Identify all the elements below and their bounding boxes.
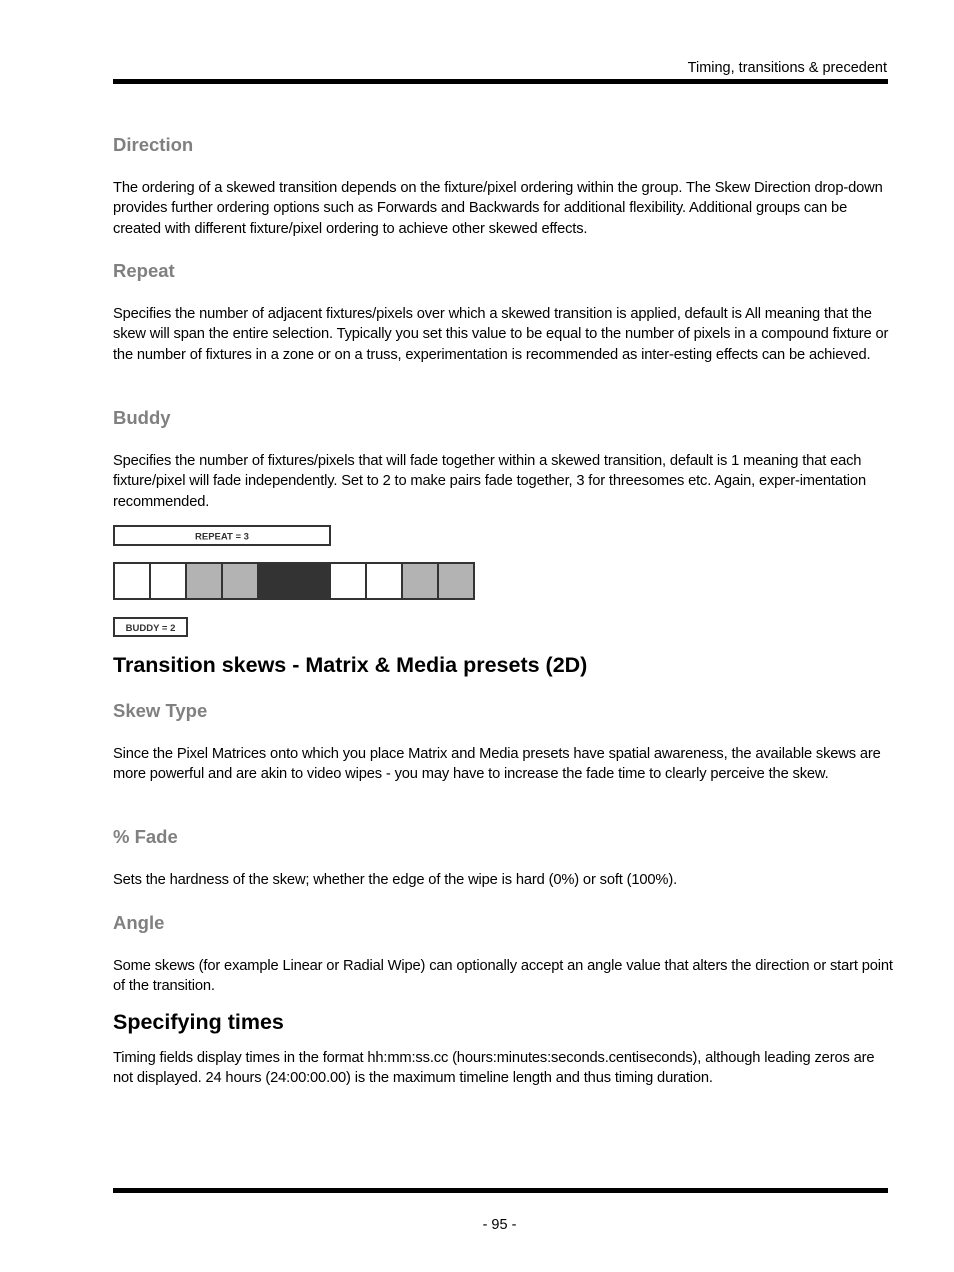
repeat-label: REPEAT = 3 — [195, 531, 249, 543]
fixture-cell — [114, 563, 150, 599]
fade-body: Sets the hardness of the skew; whether the edge of the wipe is hard (0%) or soft (100%). — [113, 872, 678, 888]
repeat-buddy-diagram — [113, 525, 478, 640]
fixture-cell — [330, 563, 366, 599]
fade-heading: % Fade — [113, 826, 178, 847]
fixture-cell — [402, 563, 438, 599]
direction-body: The ordering of a skewed transition depends on the fixture/pixel ordering within the group. The Skew Direction drop-down provides further ordering options such as Forwards and Backwards for additional flexibility. Additional groups can be created with different fixture/pixel ordering to achieve other skewed effects. — [113, 180, 883, 237]
skew-type-body: Since the Pixel Matrices onto which you place Matrix and Media presets have spatial awareness, the available skews are more powerful and are akin to video wipes - you may have to increase the fade time to clearly perceive the skew. — [113, 746, 881, 783]
footer-rule — [113, 1188, 888, 1193]
fixture-cell — [150, 563, 186, 599]
specifying-times-heading: Specifying times — [113, 1010, 284, 1034]
direction-heading: Direction — [113, 134, 194, 155]
fixture-cell — [294, 563, 330, 599]
fixture-cells — [114, 563, 474, 599]
repeat-heading: Repeat — [113, 260, 175, 281]
fixture-cell — [366, 563, 402, 599]
specifying-times-body: Timing fields display times in the format hh:mm:ss.cc (hours:minutes:seconds.centiseconds), although leading zeros are not displayed. 24 hours (24:00:00.00) is the maximum timeline length and thus timing duration. — [113, 1050, 875, 1087]
header-rule — [113, 79, 888, 84]
fixture-cell — [438, 563, 474, 599]
running-header: Timing, transitions & precedent — [687, 60, 887, 76]
repeat-body: Specifies the number of adjacent fixtures/pixels over which a skewed transition is applied, default is All meaning that the skew will span the entire selection. Typically you set this value to be equal to the number of pixels in a compound fixture or the number of fixtures in a zone or on a truss, experimentation is recommended as inter-esting effects can be achieved. — [113, 306, 889, 363]
page-number: - 95 - — [482, 1217, 517, 1233]
fixture-cell — [186, 563, 222, 599]
angle-body: Some skews (for example Linear or Radial Wipe) can optionally accept an angle value that alters the direction or start point of the transition. — [113, 958, 893, 995]
buddy-label: BUDDY = 2 — [125, 623, 176, 634]
buddy-body: Specifies the number of fixtures/pixels that will fade together within a skewed transition, default is 1 meaning that each fixture/pixel will fade independently. Set to 2 to make pairs fade together, 3 for threesomes etc. Again, exper-imentation recommended. — [113, 453, 866, 510]
angle-heading: Angle — [113, 912, 165, 933]
fixture-cell — [258, 563, 294, 599]
buddy-heading: Buddy — [113, 407, 171, 428]
fixture-cell — [222, 563, 258, 599]
matrix-media-heading: Transition skews - Matrix & Media presets (2D) — [113, 653, 588, 677]
skew-type-heading: Skew Type — [113, 700, 208, 721]
